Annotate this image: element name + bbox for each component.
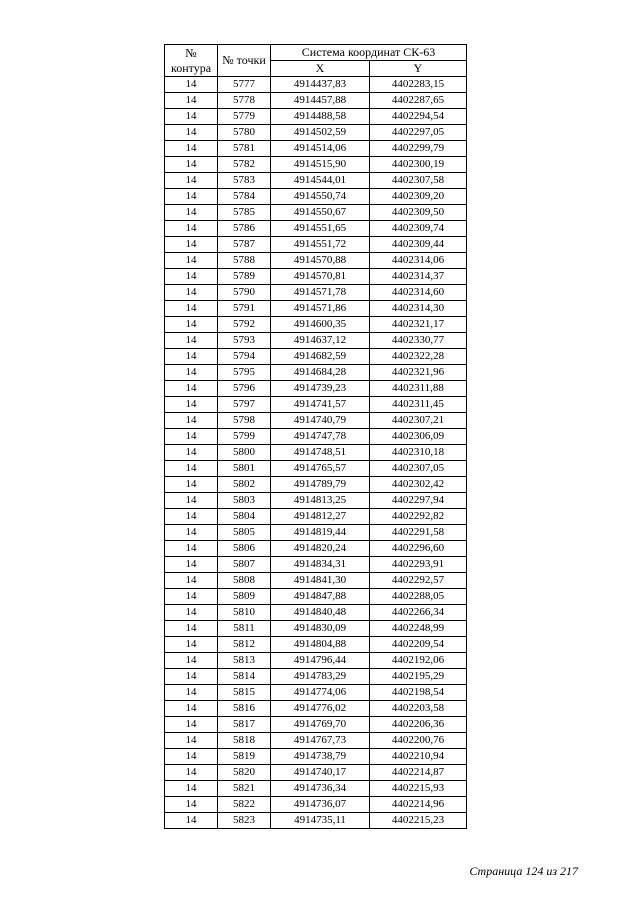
y-cell: 4402266,34 xyxy=(370,605,467,621)
contour-cell: 14 xyxy=(165,253,218,269)
x-cell: 4914571,78 xyxy=(271,285,370,301)
x-cell: 4914502,59 xyxy=(271,125,370,141)
contour-cell: 14 xyxy=(165,365,218,381)
header-point: № точки xyxy=(218,45,271,77)
x-cell: 4914769,70 xyxy=(271,717,370,733)
y-cell: 4402307,05 xyxy=(370,461,467,477)
contour-cell: 14 xyxy=(165,461,218,477)
point-cell: 5821 xyxy=(218,781,271,797)
point-cell: 5808 xyxy=(218,573,271,589)
point-cell: 5814 xyxy=(218,669,271,685)
contour-cell: 14 xyxy=(165,157,218,173)
x-cell: 4914544,01 xyxy=(271,173,370,189)
y-cell: 4402302,42 xyxy=(370,477,467,493)
table-row xyxy=(165,381,467,397)
point-cell: 5782 xyxy=(218,157,271,173)
point-cell: 5791 xyxy=(218,301,271,317)
y-cell: 4402322,28 xyxy=(370,349,467,365)
contour-cell: 14 xyxy=(165,573,218,589)
table-row xyxy=(165,397,467,413)
x-cell: 4914796,44 xyxy=(271,653,370,669)
contour-cell: 14 xyxy=(165,381,218,397)
table-row xyxy=(165,429,467,445)
table-row xyxy=(165,797,467,813)
x-cell: 4914834,31 xyxy=(271,557,370,573)
table-row xyxy=(165,445,467,461)
coordinates-table xyxy=(164,44,467,829)
table-row xyxy=(165,157,467,173)
x-cell: 4914776,02 xyxy=(271,701,370,717)
y-cell: 4402248,99 xyxy=(370,621,467,637)
contour-cell: 14 xyxy=(165,141,218,157)
y-cell: 4402300,19 xyxy=(370,157,467,173)
y-cell: 4402203,58 xyxy=(370,701,467,717)
contour-cell: 14 xyxy=(165,349,218,365)
y-cell: 4402297,94 xyxy=(370,493,467,509)
y-cell: 4402292,82 xyxy=(370,509,467,525)
table-row xyxy=(165,77,467,93)
x-cell: 4914570,81 xyxy=(271,269,370,285)
table-row xyxy=(165,109,467,125)
x-cell: 4914820,24 xyxy=(271,541,370,557)
contour-cell: 14 xyxy=(165,701,218,717)
y-cell: 4402294,54 xyxy=(370,109,467,125)
contour-cell: 14 xyxy=(165,541,218,557)
x-cell: 4914789,79 xyxy=(271,477,370,493)
contour-cell: 14 xyxy=(165,93,218,109)
y-cell: 4402309,74 xyxy=(370,221,467,237)
x-cell: 4914551,72 xyxy=(271,237,370,253)
table-row xyxy=(165,301,467,317)
contour-cell: 14 xyxy=(165,285,218,301)
point-cell: 5788 xyxy=(218,253,271,269)
y-cell: 4402321,17 xyxy=(370,317,467,333)
contour-cell: 14 xyxy=(165,813,218,829)
header-coordinate-system: Система координат СК-63 xyxy=(271,45,467,61)
y-cell: 4402293,91 xyxy=(370,557,467,573)
point-cell: 5787 xyxy=(218,237,271,253)
table-row xyxy=(165,525,467,541)
point-cell: 5785 xyxy=(218,205,271,221)
table-row xyxy=(165,253,467,269)
header-contour: № контура xyxy=(165,45,218,77)
contour-cell: 14 xyxy=(165,685,218,701)
contour-cell: 14 xyxy=(165,637,218,653)
point-cell: 5797 xyxy=(218,397,271,413)
point-cell: 5810 xyxy=(218,605,271,621)
contour-cell: 14 xyxy=(165,77,218,93)
table-row xyxy=(165,333,467,349)
table-row xyxy=(165,589,467,605)
point-cell: 5780 xyxy=(218,125,271,141)
point-cell: 5801 xyxy=(218,461,271,477)
table-row xyxy=(165,205,467,221)
point-cell: 5818 xyxy=(218,733,271,749)
x-cell: 4914738,79 xyxy=(271,749,370,765)
contour-cell: 14 xyxy=(165,413,218,429)
y-cell: 4402309,44 xyxy=(370,237,467,253)
point-cell: 5781 xyxy=(218,141,271,157)
x-cell: 4914736,34 xyxy=(271,781,370,797)
contour-cell: 14 xyxy=(165,397,218,413)
y-cell: 4402310,18 xyxy=(370,445,467,461)
table-row xyxy=(165,637,467,653)
y-cell: 4402314,06 xyxy=(370,253,467,269)
y-cell: 4402311,45 xyxy=(370,397,467,413)
y-cell: 4402314,37 xyxy=(370,269,467,285)
point-cell: 5793 xyxy=(218,333,271,349)
table-row xyxy=(165,733,467,749)
table-row xyxy=(165,221,467,237)
contour-cell: 14 xyxy=(165,749,218,765)
point-cell: 5795 xyxy=(218,365,271,381)
y-cell: 4402307,58 xyxy=(370,173,467,189)
y-cell: 4402209,54 xyxy=(370,637,467,653)
contour-cell: 14 xyxy=(165,237,218,253)
page-number: Страница 124 из 217 xyxy=(469,864,578,878)
table-row xyxy=(165,685,467,701)
x-cell: 4914457,88 xyxy=(271,93,370,109)
y-cell: 4402214,96 xyxy=(370,797,467,813)
contour-cell: 14 xyxy=(165,205,218,221)
point-cell: 5804 xyxy=(218,509,271,525)
table-row xyxy=(165,509,467,525)
table-row xyxy=(165,605,467,621)
table-body xyxy=(165,77,467,829)
point-cell: 5792 xyxy=(218,317,271,333)
y-cell: 4402206,36 xyxy=(370,717,467,733)
point-cell: 5783 xyxy=(218,173,271,189)
table-row xyxy=(165,813,467,829)
point-cell: 5809 xyxy=(218,589,271,605)
table-row xyxy=(165,477,467,493)
x-cell: 4914739,23 xyxy=(271,381,370,397)
y-cell: 4402215,23 xyxy=(370,813,467,829)
y-cell: 4402330,77 xyxy=(370,333,467,349)
contour-cell: 14 xyxy=(165,797,218,813)
y-cell: 4402321,96 xyxy=(370,365,467,381)
x-cell: 4914841,30 xyxy=(271,573,370,589)
point-cell: 5817 xyxy=(218,717,271,733)
contour-cell: 14 xyxy=(165,525,218,541)
x-cell: 4914747,78 xyxy=(271,429,370,445)
contour-cell: 14 xyxy=(165,557,218,573)
point-cell: 5779 xyxy=(218,109,271,125)
y-cell: 4402309,50 xyxy=(370,205,467,221)
table-row xyxy=(165,317,467,333)
contour-cell: 14 xyxy=(165,125,218,141)
y-cell: 4402195,29 xyxy=(370,669,467,685)
table-row xyxy=(165,413,467,429)
contour-cell: 14 xyxy=(165,173,218,189)
contour-cell: 14 xyxy=(165,317,218,333)
point-cell: 5802 xyxy=(218,477,271,493)
point-cell: 5822 xyxy=(218,797,271,813)
y-cell: 4402309,20 xyxy=(370,189,467,205)
point-cell: 5796 xyxy=(218,381,271,397)
x-cell: 4914515,90 xyxy=(271,157,370,173)
x-cell: 4914550,74 xyxy=(271,189,370,205)
x-cell: 4914840,48 xyxy=(271,605,370,621)
point-cell: 5805 xyxy=(218,525,271,541)
y-cell: 4402283,15 xyxy=(370,77,467,93)
table-row xyxy=(165,653,467,669)
header-y: Y xyxy=(370,61,467,77)
point-cell: 5807 xyxy=(218,557,271,573)
table-row xyxy=(165,349,467,365)
contour-cell: 14 xyxy=(165,333,218,349)
x-cell: 4914804,88 xyxy=(271,637,370,653)
table-header xyxy=(165,45,467,77)
x-cell: 4914551,65 xyxy=(271,221,370,237)
y-cell: 4402214,87 xyxy=(370,765,467,781)
x-cell: 4914847,88 xyxy=(271,589,370,605)
contour-cell: 14 xyxy=(165,765,218,781)
x-cell: 4914783,29 xyxy=(271,669,370,685)
table-row xyxy=(165,573,467,589)
y-cell: 4402296,60 xyxy=(370,541,467,557)
point-cell: 5820 xyxy=(218,765,271,781)
contour-cell: 14 xyxy=(165,605,218,621)
contour-cell: 14 xyxy=(165,621,218,637)
table-row xyxy=(165,493,467,509)
x-cell: 4914571,86 xyxy=(271,301,370,317)
table-row xyxy=(165,717,467,733)
table-row xyxy=(165,621,467,637)
point-cell: 5819 xyxy=(218,749,271,765)
x-cell: 4914682,59 xyxy=(271,349,370,365)
x-cell: 4914741,57 xyxy=(271,397,370,413)
x-cell: 4914514,06 xyxy=(271,141,370,157)
point-cell: 5777 xyxy=(218,77,271,93)
contour-cell: 14 xyxy=(165,717,218,733)
y-cell: 4402311,88 xyxy=(370,381,467,397)
x-cell: 4914570,88 xyxy=(271,253,370,269)
x-cell: 4914830,09 xyxy=(271,621,370,637)
point-cell: 5811 xyxy=(218,621,271,637)
y-cell: 4402215,93 xyxy=(370,781,467,797)
point-cell: 5803 xyxy=(218,493,271,509)
table-row xyxy=(165,541,467,557)
x-cell: 4914740,79 xyxy=(271,413,370,429)
point-cell: 5789 xyxy=(218,269,271,285)
y-cell: 4402292,57 xyxy=(370,573,467,589)
x-cell: 4914550,67 xyxy=(271,205,370,221)
point-cell: 5800 xyxy=(218,445,271,461)
x-cell: 4914765,57 xyxy=(271,461,370,477)
table-row xyxy=(165,125,467,141)
contour-cell: 14 xyxy=(165,477,218,493)
y-cell: 4402297,05 xyxy=(370,125,467,141)
point-cell: 5798 xyxy=(218,413,271,429)
point-cell: 5794 xyxy=(218,349,271,365)
contour-cell: 14 xyxy=(165,221,218,237)
y-cell: 4402287,65 xyxy=(370,93,467,109)
header-x: X xyxy=(271,61,370,77)
x-cell: 4914767,73 xyxy=(271,733,370,749)
contour-cell: 14 xyxy=(165,493,218,509)
contour-cell: 14 xyxy=(165,653,218,669)
table-row xyxy=(165,173,467,189)
point-cell: 5790 xyxy=(218,285,271,301)
table-row xyxy=(165,285,467,301)
table-row xyxy=(165,237,467,253)
x-cell: 4914735,11 xyxy=(271,813,370,829)
contour-cell: 14 xyxy=(165,445,218,461)
x-cell: 4914774,06 xyxy=(271,685,370,701)
y-cell: 4402314,60 xyxy=(370,285,467,301)
y-cell: 4402291,58 xyxy=(370,525,467,541)
contour-cell: 14 xyxy=(165,269,218,285)
x-cell: 4914437,83 xyxy=(271,77,370,93)
contour-cell: 14 xyxy=(165,109,218,125)
point-cell: 5812 xyxy=(218,637,271,653)
table-row xyxy=(165,269,467,285)
table-row xyxy=(165,781,467,797)
contour-cell: 14 xyxy=(165,509,218,525)
table-row xyxy=(165,141,467,157)
point-cell: 5778 xyxy=(218,93,271,109)
table-row xyxy=(165,765,467,781)
y-cell: 4402198,54 xyxy=(370,685,467,701)
table-row xyxy=(165,701,467,717)
y-cell: 4402307,21 xyxy=(370,413,467,429)
y-cell: 4402200,76 xyxy=(370,733,467,749)
table-row xyxy=(165,557,467,573)
table-row xyxy=(165,749,467,765)
point-cell: 5823 xyxy=(218,813,271,829)
table-row xyxy=(165,189,467,205)
y-cell: 4402299,79 xyxy=(370,141,467,157)
table-row xyxy=(165,461,467,477)
x-cell: 4914748,51 xyxy=(271,445,370,461)
contour-cell: 14 xyxy=(165,301,218,317)
x-cell: 4914740,17 xyxy=(271,765,370,781)
y-cell: 4402192,06 xyxy=(370,653,467,669)
x-cell: 4914488,58 xyxy=(271,109,370,125)
x-cell: 4914812,27 xyxy=(271,509,370,525)
contour-cell: 14 xyxy=(165,781,218,797)
point-cell: 5815 xyxy=(218,685,271,701)
x-cell: 4914813,25 xyxy=(271,493,370,509)
point-cell: 5799 xyxy=(218,429,271,445)
contour-cell: 14 xyxy=(165,733,218,749)
point-cell: 5816 xyxy=(218,701,271,717)
table-row xyxy=(165,93,467,109)
y-cell: 4402288,05 xyxy=(370,589,467,605)
table-row xyxy=(165,669,467,685)
x-cell: 4914600,35 xyxy=(271,317,370,333)
point-cell: 5813 xyxy=(218,653,271,669)
x-cell: 4914736,07 xyxy=(271,797,370,813)
contour-cell: 14 xyxy=(165,669,218,685)
x-cell: 4914637,12 xyxy=(271,333,370,349)
x-cell: 4914819,44 xyxy=(271,525,370,541)
x-cell: 4914684,28 xyxy=(271,365,370,381)
point-cell: 5806 xyxy=(218,541,271,557)
table-row xyxy=(165,365,467,381)
y-cell: 4402210,94 xyxy=(370,749,467,765)
y-cell: 4402306,09 xyxy=(370,429,467,445)
contour-cell: 14 xyxy=(165,429,218,445)
point-cell: 5786 xyxy=(218,221,271,237)
point-cell: 5784 xyxy=(218,189,271,205)
y-cell: 4402314,30 xyxy=(370,301,467,317)
contour-cell: 14 xyxy=(165,589,218,605)
contour-cell: 14 xyxy=(165,189,218,205)
